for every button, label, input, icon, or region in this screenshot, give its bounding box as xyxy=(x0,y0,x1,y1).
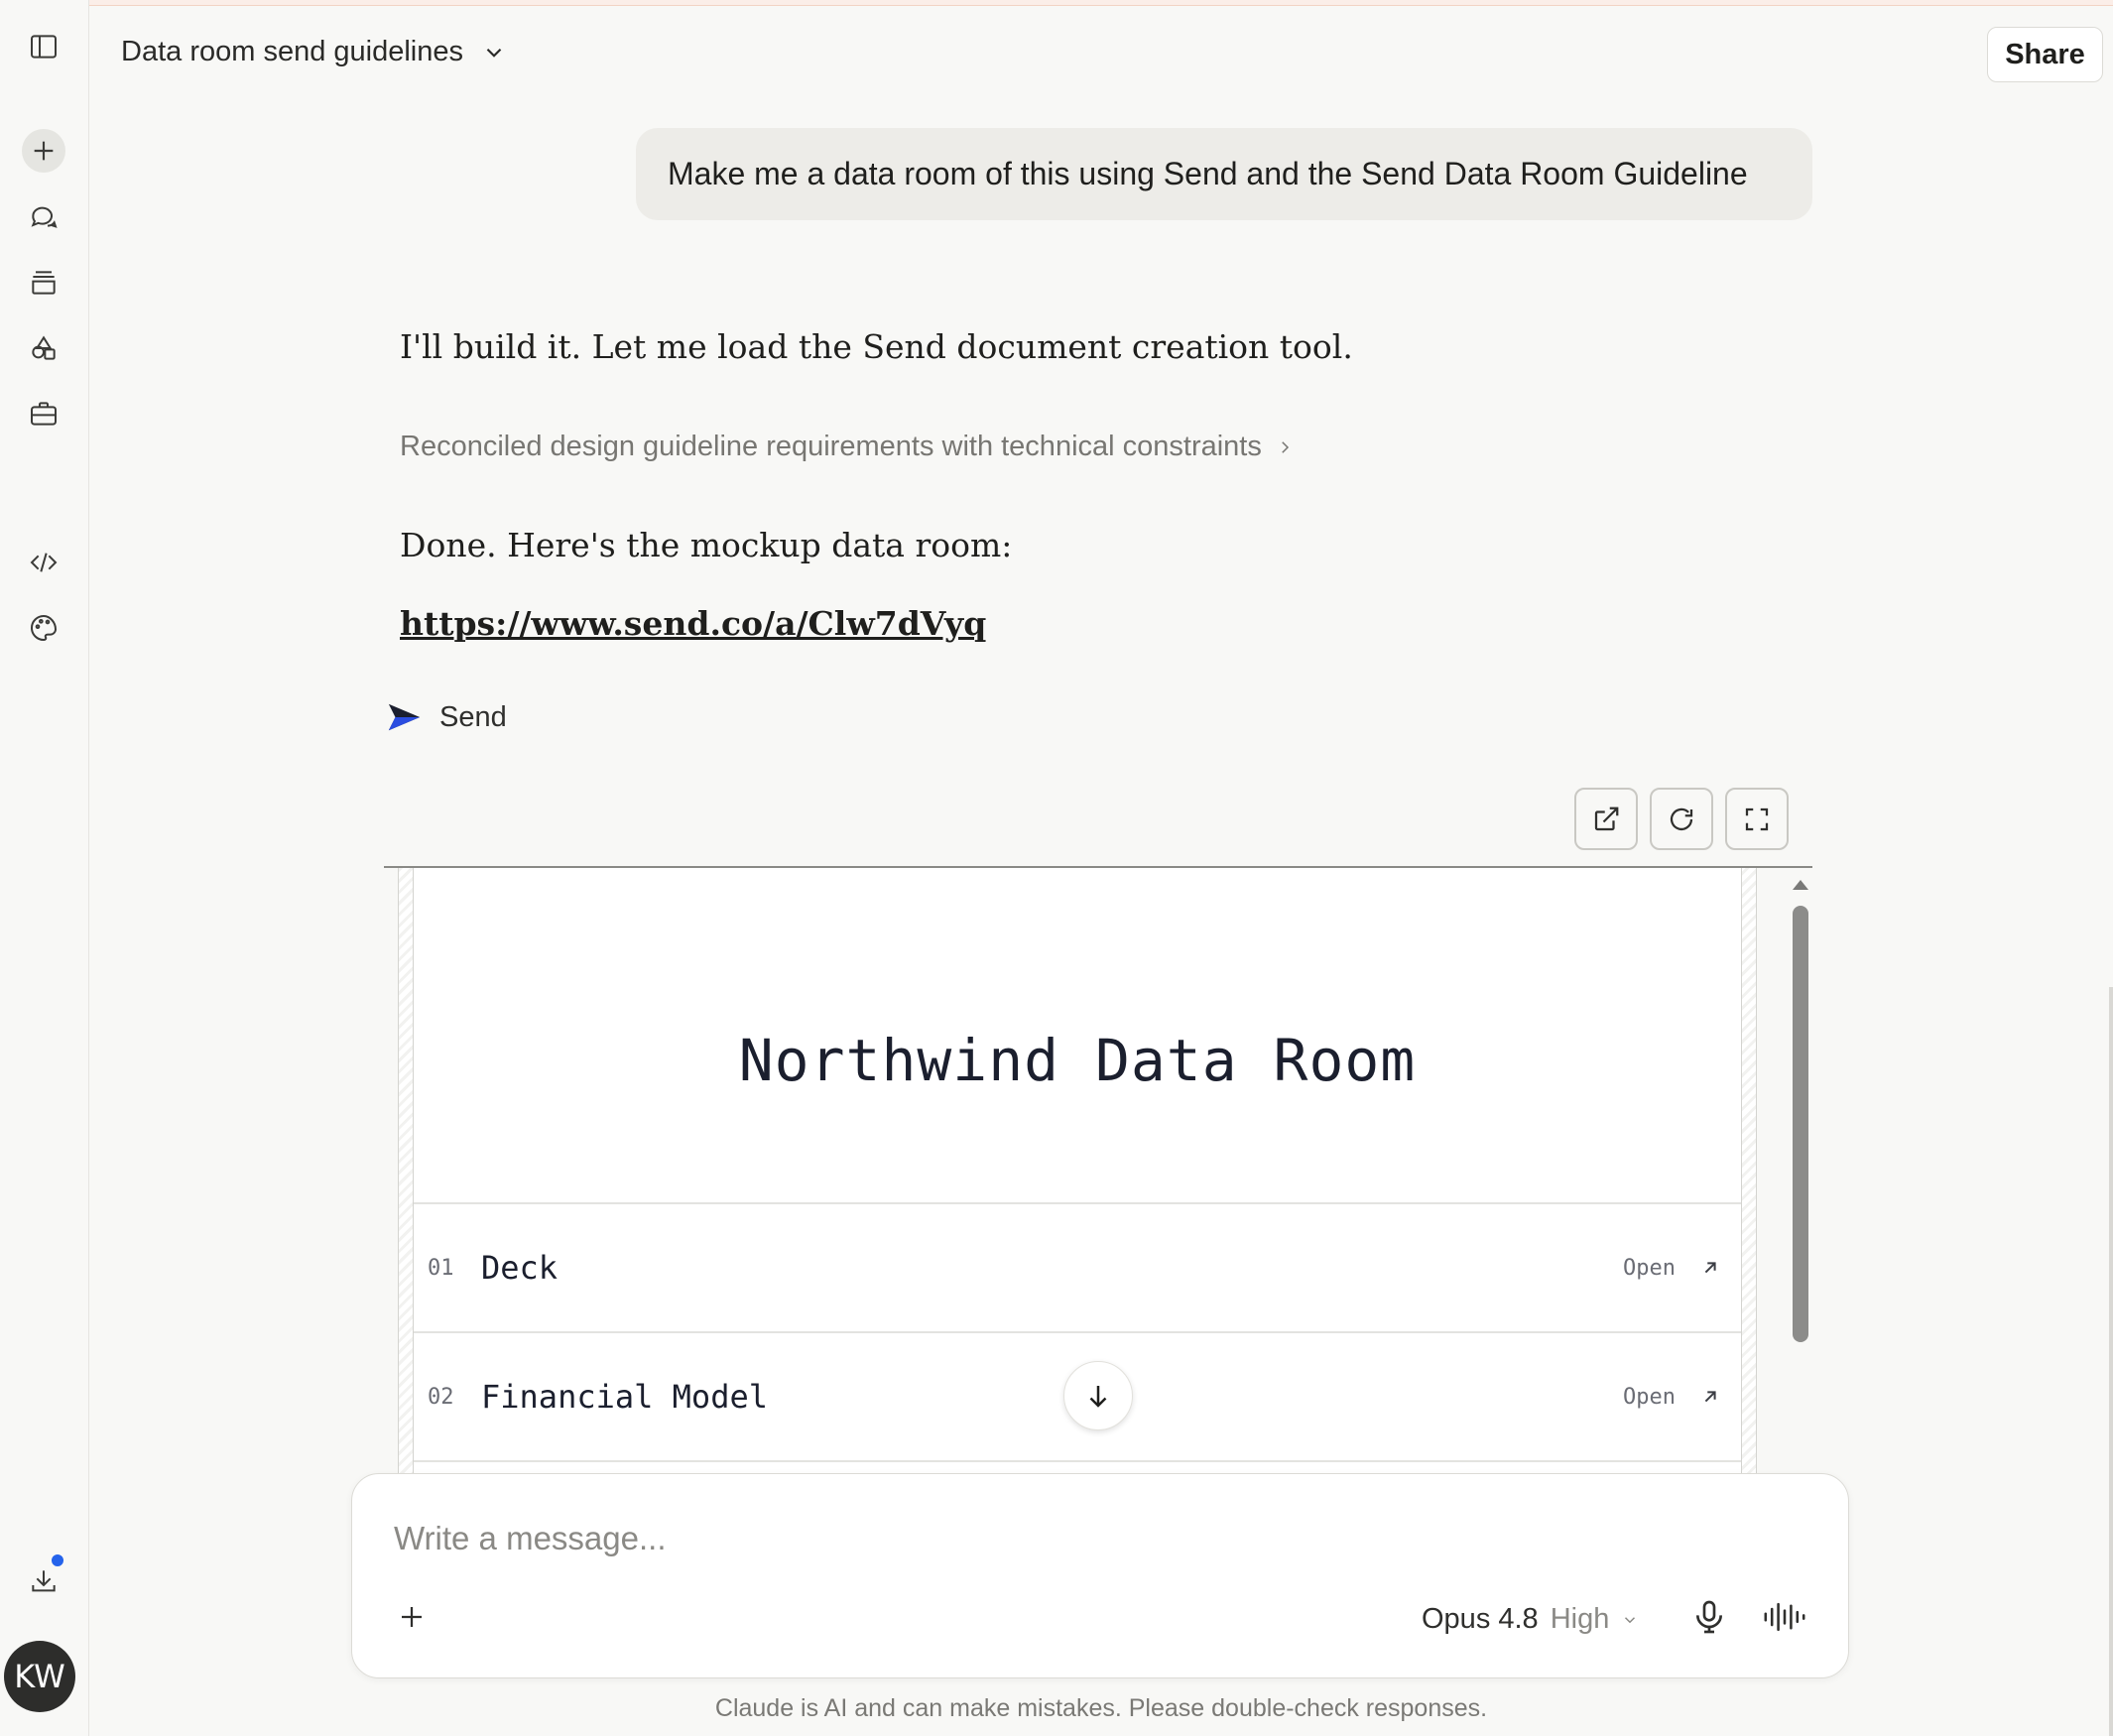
row-name: Financial Model xyxy=(481,1378,768,1416)
chat-title-dropdown[interactable] xyxy=(121,36,507,68)
top-accent-line xyxy=(0,0,2113,6)
message-input[interactable]: Write a message... xyxy=(394,1520,667,1556)
arrow-down-icon xyxy=(1083,1381,1113,1411)
reload-button[interactable] xyxy=(1650,788,1713,850)
effort-level: High xyxy=(1550,1603,1610,1635)
plus-icon xyxy=(397,1602,427,1632)
new-chat-icon[interactable] xyxy=(22,129,65,173)
data-room-link[interactable]: https://www.send.co/a/Clw7dVyq xyxy=(400,604,987,643)
code-icon[interactable] xyxy=(21,540,66,585)
arrow-up-right-icon[interactable] xyxy=(1699,1257,1721,1279)
tools-icon[interactable] xyxy=(21,391,66,436)
avatar[interactable]: KW xyxy=(4,1641,75,1712)
artifacts-icon[interactable] xyxy=(21,325,66,371)
microphone-icon[interactable] xyxy=(1689,1597,1729,1637)
scroll-up-arrow-icon[interactable] xyxy=(1793,880,1808,890)
projects-icon[interactable] xyxy=(21,260,66,306)
thinking-summary-text: Reconciled design guideline requirements with technical constraints xyxy=(400,431,1262,462)
row-name: Deck xyxy=(481,1249,559,1287)
chevron-down-icon xyxy=(1621,1611,1639,1629)
refresh-icon xyxy=(1667,805,1696,834)
open-external-button[interactable] xyxy=(1574,788,1638,850)
disclaimer: Claude is AI and can make mistakes. Please double-check responses. xyxy=(714,1694,1488,1722)
add-attachment-button[interactable] xyxy=(390,1595,434,1639)
embed-scrollbar[interactable] xyxy=(1787,868,1812,1473)
open-link[interactable]: Open xyxy=(1623,1255,1676,1281)
share-button[interactable]: Share xyxy=(1987,27,2103,82)
chevron-right-icon xyxy=(1276,438,1294,456)
row-number: 02 xyxy=(428,1384,454,1410)
assistant-message-intro: I'll build it. Let me load the Send document creation tool. xyxy=(400,327,1353,366)
model-selector[interactable] xyxy=(1422,1603,1639,1636)
notification-dot xyxy=(49,1551,66,1569)
arrow-up-right-icon[interactable] xyxy=(1699,1386,1721,1408)
scroll-to-bottom-button[interactable] xyxy=(1063,1361,1133,1430)
data-room-title: Northwind Data Room xyxy=(738,1027,1417,1094)
data-room-row-divider xyxy=(414,1460,1741,1473)
voice-mode-icon[interactable] xyxy=(1761,1597,1808,1637)
model-name: Opus 4.8 xyxy=(1422,1603,1539,1635)
chevron-down-icon xyxy=(481,40,507,65)
data-room-row[interactable] xyxy=(414,1202,1741,1331)
palette-icon[interactable] xyxy=(21,605,66,651)
page-scrollbar[interactable] xyxy=(2109,987,2113,1736)
sidebar xyxy=(0,0,89,1736)
thinking-summary[interactable] xyxy=(400,431,1294,463)
external-link-icon xyxy=(1591,805,1621,834)
send-logo-icon xyxy=(386,698,424,736)
fullscreen-icon xyxy=(1742,805,1772,834)
scrollbar-thumb[interactable] xyxy=(1793,906,1808,1342)
row-number: 01 xyxy=(428,1255,454,1281)
sidebar-toggle-icon[interactable] xyxy=(21,24,66,69)
chat-title: Data room send guidelines xyxy=(121,36,463,67)
tool-call-send[interactable] xyxy=(386,698,507,736)
open-link[interactable]: Open xyxy=(1623,1384,1676,1410)
chats-icon[interactable] xyxy=(21,194,66,240)
assistant-message-done: Done. Here's the mockup data room: xyxy=(400,526,1013,564)
user-message: Make me a data room of this using Send and the Send Data Room Guideline xyxy=(636,128,1812,220)
fullscreen-button[interactable] xyxy=(1725,788,1789,850)
message-composer[interactable] xyxy=(351,1473,1849,1678)
tool-name: Send xyxy=(439,700,507,733)
